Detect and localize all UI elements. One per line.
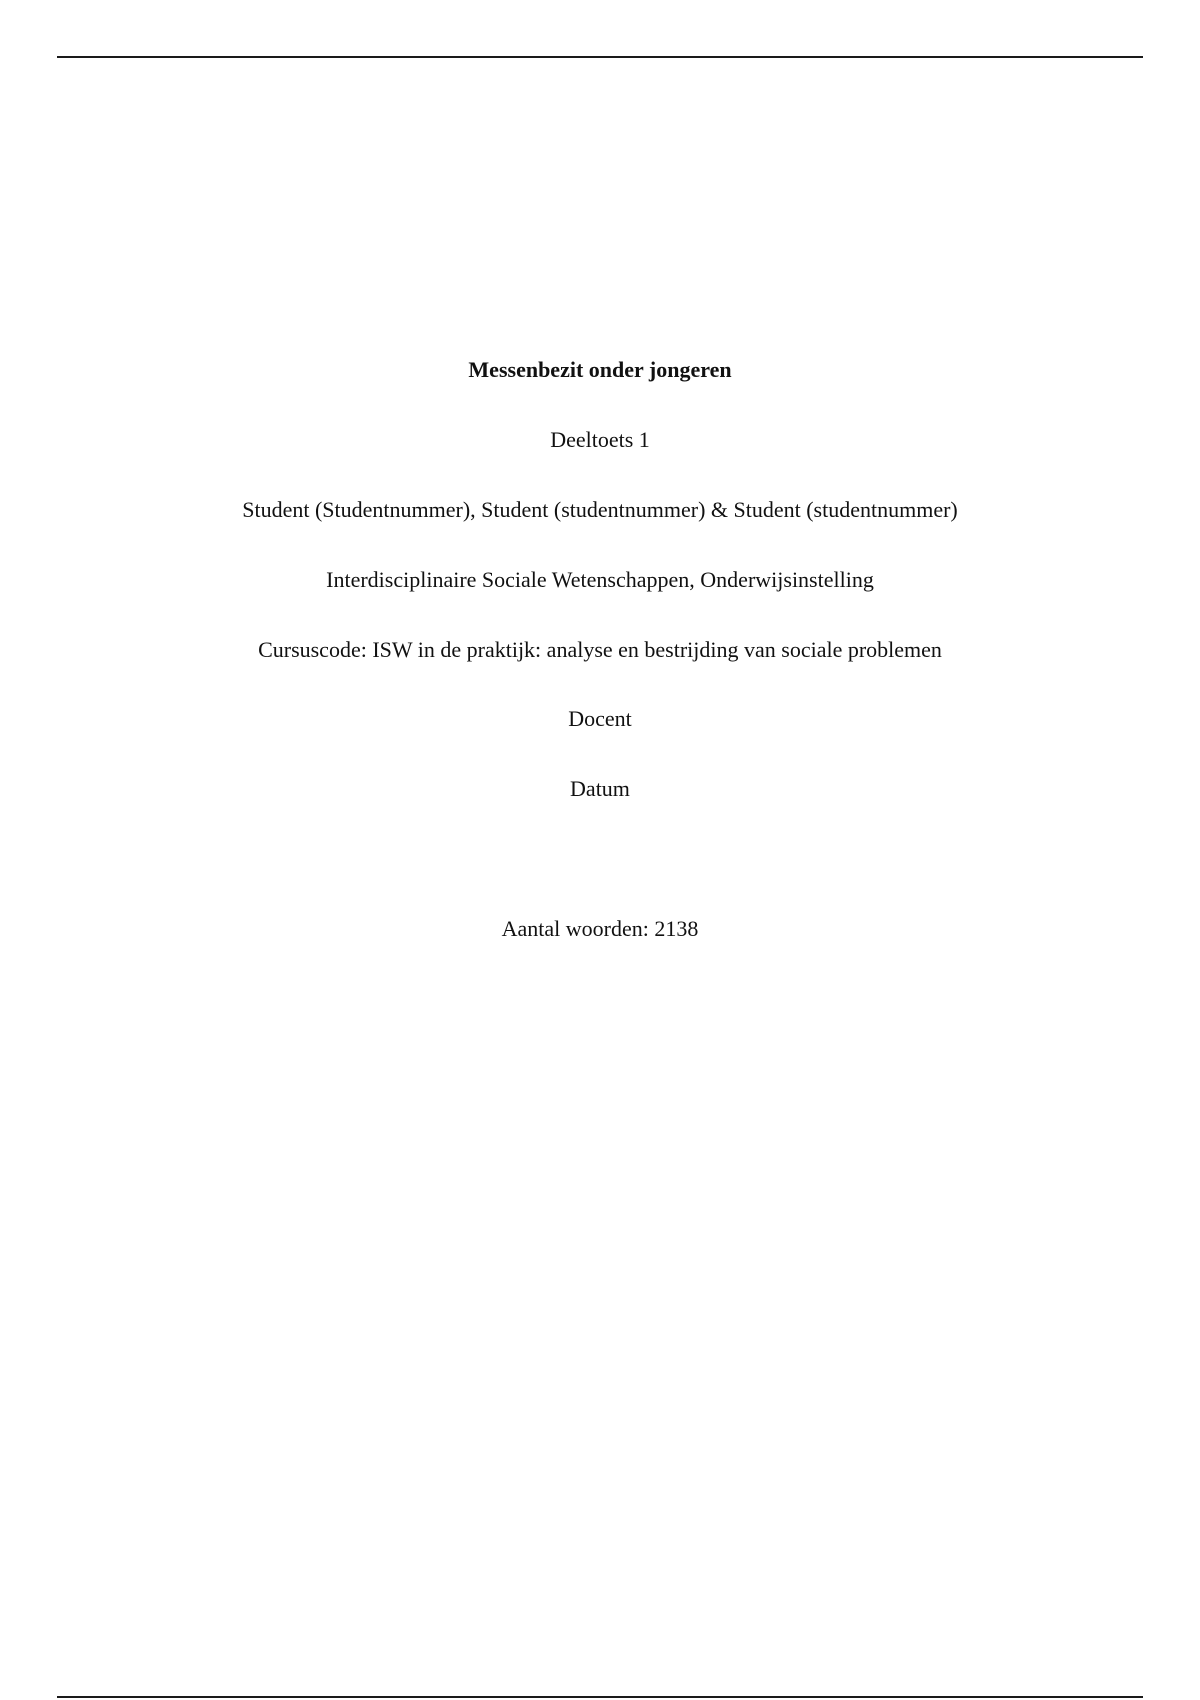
date-line: Datum (570, 776, 630, 801)
course-line: Cursuscode: ISW in de praktijk: analyse en bestrijding van sociale problemen (258, 637, 942, 662)
document-subtitle: Deeltoets 1 (550, 427, 650, 452)
top-divider (57, 56, 1143, 58)
bottom-divider (57, 1696, 1143, 1698)
teacher-line: Docent (568, 706, 632, 731)
document-title: Messenbezit onder jongeren (468, 357, 732, 382)
institution-line: Interdisciplinaire Sociale Wetenschappen, Onderwijsinstelling (326, 567, 874, 592)
authors-line: Student (Studentnummer), Student (studentnummer) & Student (studentnummer) (242, 497, 958, 522)
word-count-line: Aantal woorden: 2138 (501, 916, 699, 941)
